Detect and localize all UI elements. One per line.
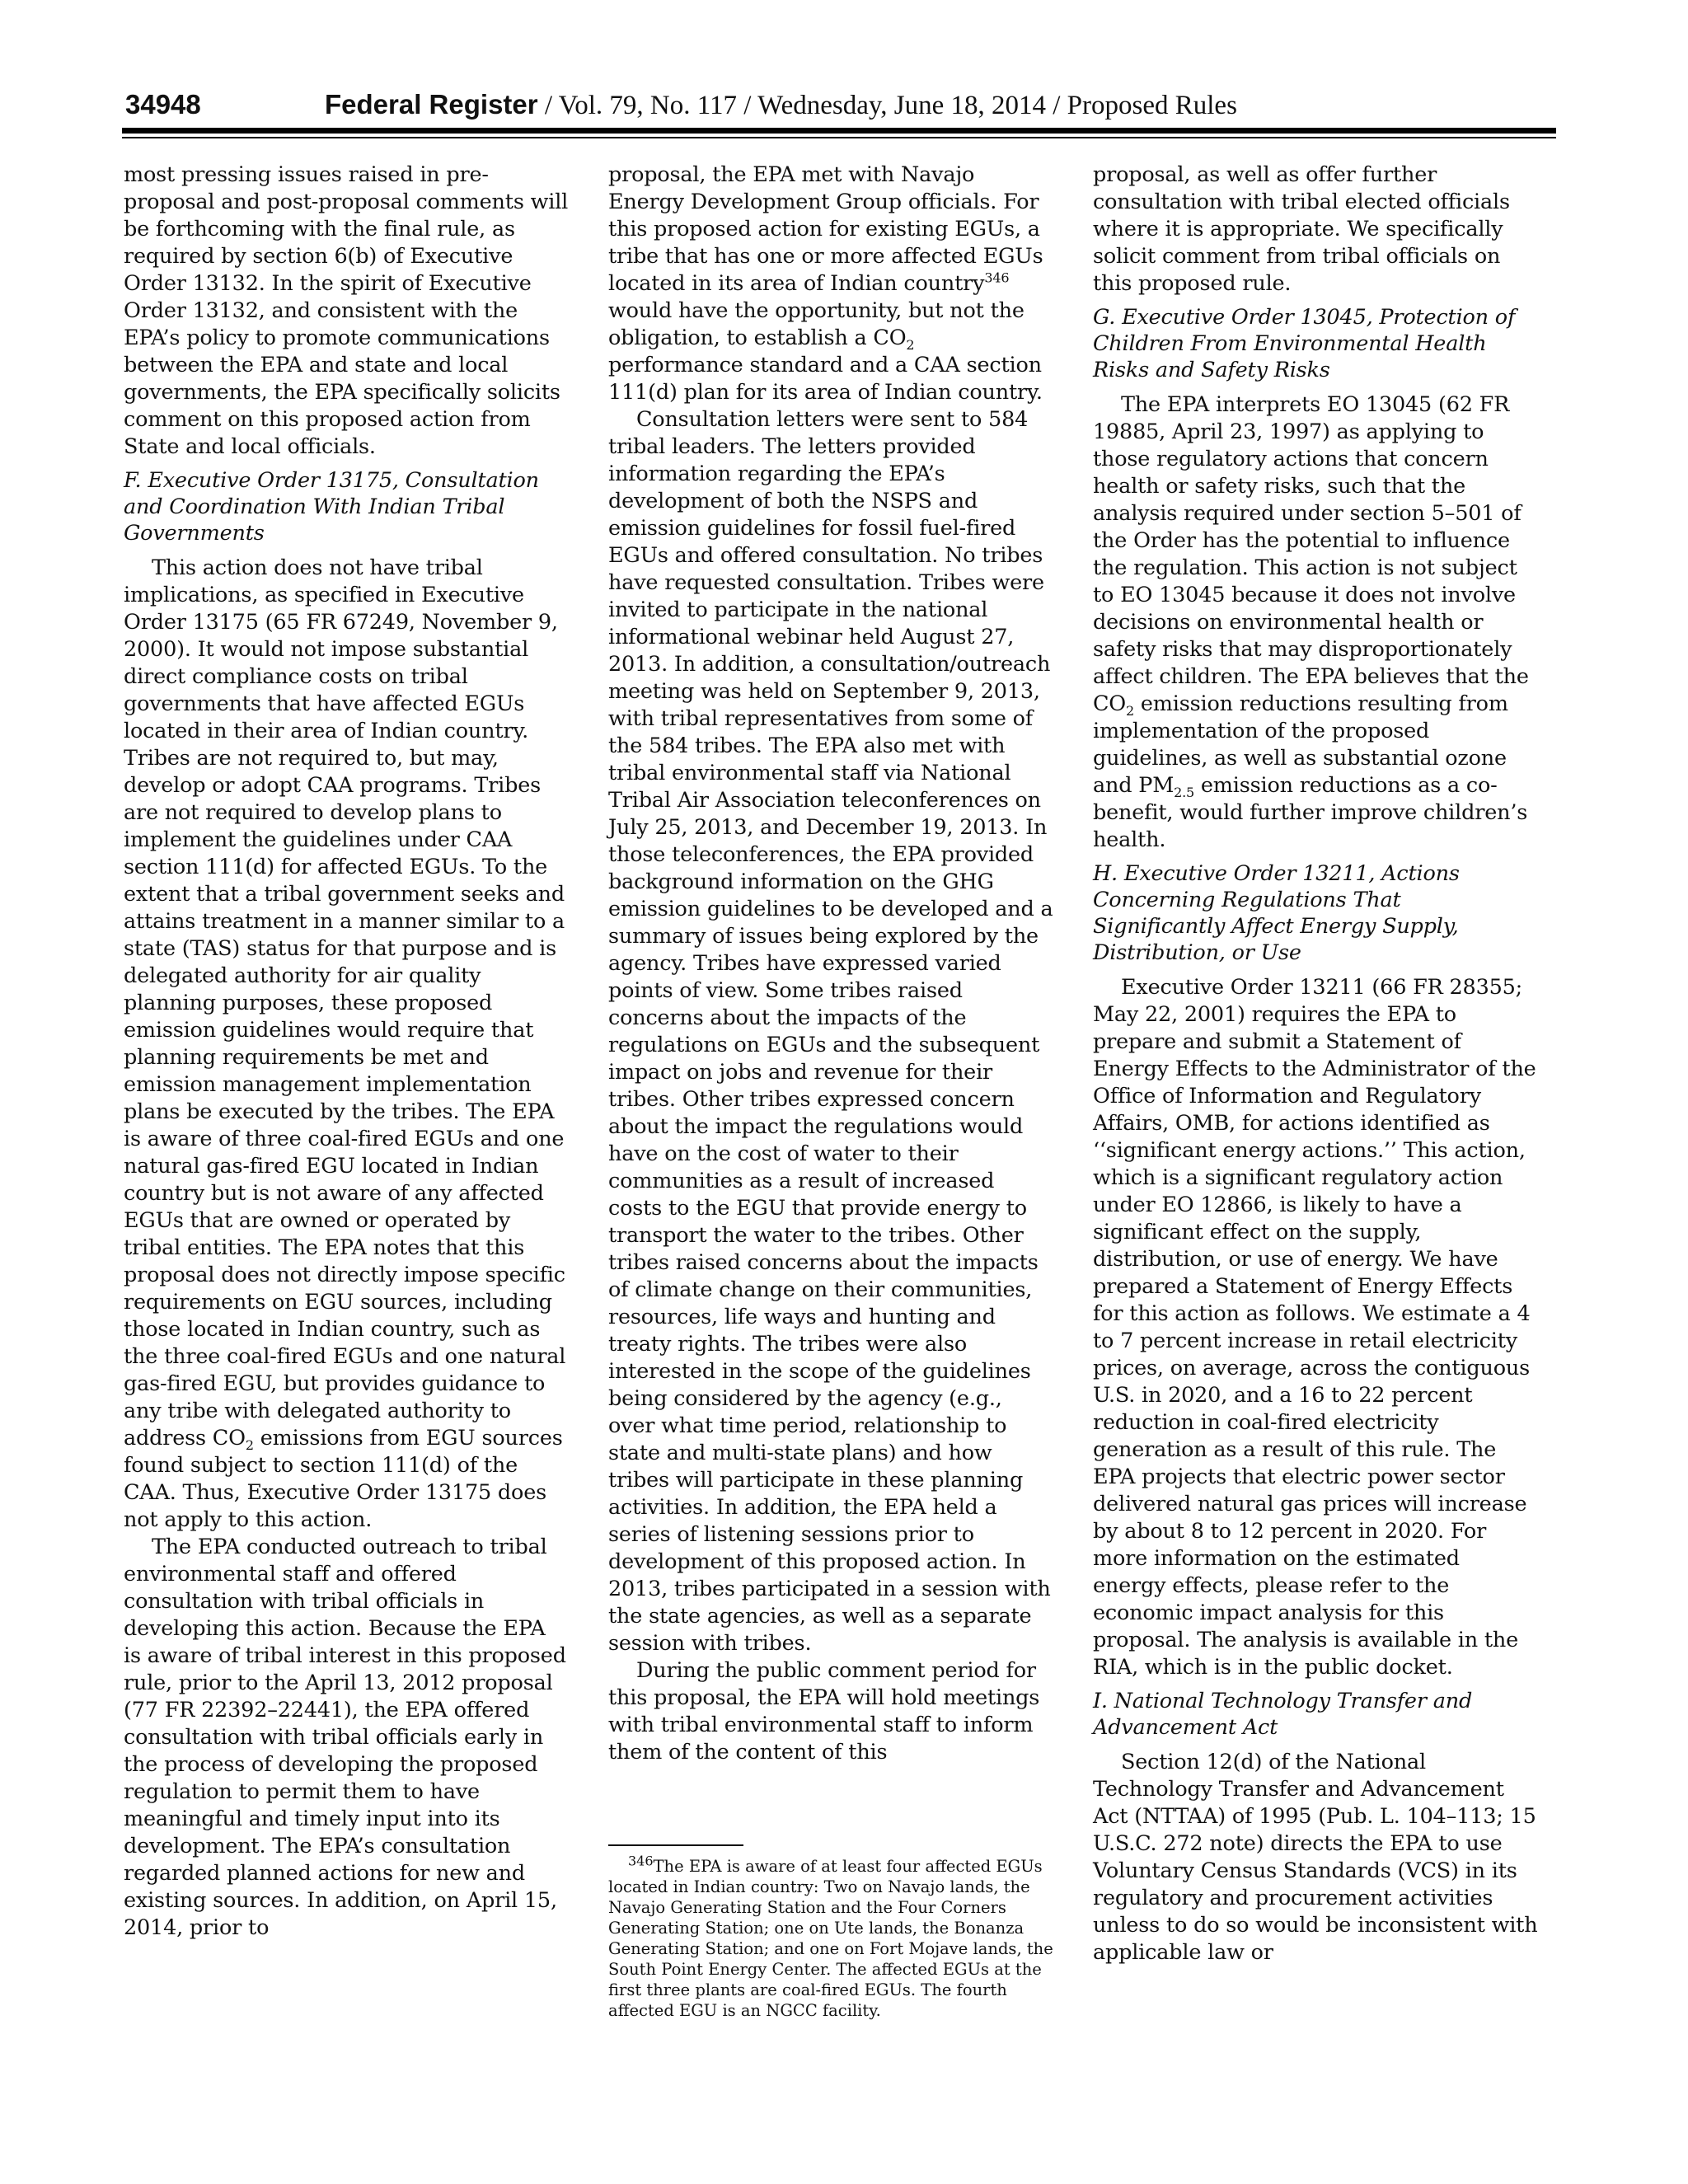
footnote-number: 346	[628, 1853, 654, 1869]
paragraph: Executive Order 13211 (66 FR 28355; May 22, 2001) requires the EPA to prepare and submit a Statement of Energy Effects to the Administrator of the Office of Information and Regulatory Affairs, OMB, for actions identified as ‘‘significant energy actions.’’ This action, which is a significant regulatory action under EO 12866, is likely to have a significant effect on the supply, distribution, or use of energy. We have prepared a Statement of Energy Effects for this action as follows. We estimate a 4 to 7 percent increase in retail electricity prices, on average, across the contiguous U.S. in 2020, and a 16 to 22 percent reduction in coal-fired electricity generation as a result of this rule. The EPA projects that electric power sector delivered natural gas prices will increase by about 8 to 12 percent in 2020. For more information on the estimated energy effects, please refer to the economic impact analysis for this proposal. The analysis is available in the RIA, which is in the public docket.	[1093, 975, 1536, 1680]
footnote-ref: 346	[984, 269, 1010, 286]
page-header	[122, 82, 1556, 124]
issue-info: / Vol. 79, No. 117 / Wednesday, June 18, 2014 / Proposed Rules	[537, 91, 1237, 120]
section-heading-f: F. Executive Order 13175, Consultation and Coordination With Indian Tribal Governments	[124, 468, 539, 546]
footnote-rule	[608, 1844, 743, 1846]
paragraph: proposal, the EPA met with Navajo Energy Development Group officials. For this proposed action for existing EGUs, a tribe that has one or more affected EGUs located in its area of Indian country$^{346}$ would have the opportunity, but not the obligation, to establish a $CO_2$ performance standard and a CAA section 111(d) plan for its area of Indian country.	[608, 162, 1043, 405]
header-rule	[122, 128, 1556, 134]
column-2	[608, 162, 1053, 1766]
paragraph: Consultation letters were sent to 584 tribal leaders. The letters provided information regarding the EPA’s development of both the NSPS and emission guidelines for fossil fuel-fired EGUs and offered consultation. No tribes have requested consultation. Tribes were invited to participate in the national informational webinar held August 27, 2013. In addition, a consultation/outreach meeting was held on September 9, 2013, with tribal representatives from some of the 584 tribes. The EPA also met with tribal environmental staff via National Tribal Air Association teleconferences on July 25, 2013, and December 19, 2013. In those teleconferences, the EPA provided background information on the GHG emission guidelines to be developed and a summary of issues being explored by the agency. Tribes have expressed varied points of view. Some tribes raised concerns about the impacts of the regulations on EGUs and the subsequent impact on jobs and revenue for their tribes. Other tribes expressed concern about the impact the regulations would have on the cost of water to their communities as a result of increased costs to the EGU that provide energy to transport the water to the tribes. Other tribes raised concerns about the impacts of climate change on their communities, resources, life ways and hunting and treaty rights. The tribes were also interested in the scope of the guidelines being considered by the agency (e.g., over what time period, relationship to state and multi-state plans) and how tribes will participate in these planning activities. In addition, the EPA held a series of listening sessions prior to development of this proposed action. In 2013, tribes participated in a session with the state agencies, as well as a separate session with tribes.	[608, 407, 1053, 1656]
column-1	[124, 162, 569, 1942]
paragraph: Section 12(d) of the National Technology Transfer and Advancement Act (NTTAA) of 1995 (Pub. L. 104–113; 15 U.S.C. 272 note) directs the EPA to use Voluntary Census Standards (VCS) in its regulatory and procurement activities unless to do so would be inconsistent with applicable law or	[1093, 1750, 1538, 1965]
paragraph: The EPA interprets EO 13045 (62 FR 19885, April 23, 1997) as applying to those regulatory actions that concern health or safety risks, such that the analysis required under section 5–501 of the Order has the potential to influence the regulation. This action is not subject to EO 13045 because it does not involve decisions on environmental health or safety risks that may disproportionately affect children. The EPA believes that the $CO_2$ emission reductions resulting from implementation of the proposed guidelines, as well as substantial ozone and $PM_{2.5}$ emission reductions as a co-benefit, would further improve children’s health.	[1093, 392, 1529, 852]
paragraph: During the public comment period for this proposal, the EPA will hold meetings with tribal environmental staff to inform them of the content of this	[608, 1658, 1040, 1765]
running-head	[325, 89, 1237, 121]
publication-name: Federal Register	[325, 89, 538, 120]
header-rule-thin	[122, 137, 1556, 138]
footnote: $^{346}$The EPA is aware of at least four affected EGUs located in Indian country: Two on Navajo lands, the Navajo Generating Station and the Four Corners Generating Station; one on Ute lands, the Bonanza Generating Station; and one on Fort Mojave lands, the South Point Energy Center. The affected EGUs at the first three plants are coal-fired EGUs. The fourth affected EGU is an NGCC facility.	[608, 1853, 1053, 2020]
paragraph: The EPA conducted outreach to tribal environmental staff and offered consultation with tribal officials in developing this action. Because the EPA is aware of tribal interest in this proposed rule, prior to the April 13, 2012 proposal (77 FR 22392–22441), the EPA offered consultation with tribal officials early in the process of developing the proposed regulation to permit them to have meaningful and timely input into its development. The EPA’s consultation regarded planned actions for new and existing sources. In addition, on April 15, 2014, prior to	[124, 1535, 566, 1940]
paragraph: This action does not have tribal implications, as specified in Executive Order 13175 (65 FR 67249, November 9, 2000). It would not impose substantial direct compliance costs on tribal governments that have affected EGUs located in their area of Indian country. Tribes are not required to, but may, develop or adopt CAA programs. Tribes are not required to develop plans to implement the guidelines under CAA section 111(d) for affected EGUs. To the extent that a tribal government seeks and attains treatment in a manner similar to a state (TAS) status for that purpose and is delegated authority for air quality planning purposes, these proposed emission guidelines would require that planning requirements be met and emission management implementation plans be executed by the tribes. The EPA is aware of three coal-fired EGUs and one natural gas-fired EGU located in Indian country but is not aware of any affected EGUs that are owned or operated by tribal entities. The EPA notes that this proposal does not directly impose specific requirements on EGU sources, including those located in Indian country, such as the three coal-fired EGUs and one natural gas-fired EGU, but provides guidance to any tribe with delegated authority to address $CO_2$ emissions from EGU sources found subject to section 111(d) of the CAA. Thus, Executive Order 13175 does not apply to this action.	[124, 555, 566, 1532]
section-heading-h: H. Executive Order 13211, Actions Concerning Regulations That Significantly Affect Energy Supply, Distribution, or Use	[1093, 861, 1460, 965]
paragraph: most pressing issues raised in pre-proposal and post-proposal comments will be forthcoming with the final rule, as required by section 6(b) of Executive Order 13132. In the spirit of Executive Order 13132, and consistent with the EPA’s policy to promote communications between the EPA and state and local governments, the EPA specifically solicits comment on this proposed action from State and local officials.	[124, 162, 569, 459]
paragraph: proposal, as well as offer further consultation with tribal elected officials where it is appropriate. We specifically solicit comment from tribal officials on this proposed rule.	[1093, 162, 1510, 296]
section-heading-g: G. Executive Order 13045, Protection of Children From Environmental Health Risks and Safety Risks	[1093, 305, 1516, 382]
page-number: 34948	[125, 89, 201, 120]
column-3	[1093, 162, 1538, 1966]
section-heading-i: I. National Technology Transfer and Advancement Act	[1093, 1689, 1473, 1740]
